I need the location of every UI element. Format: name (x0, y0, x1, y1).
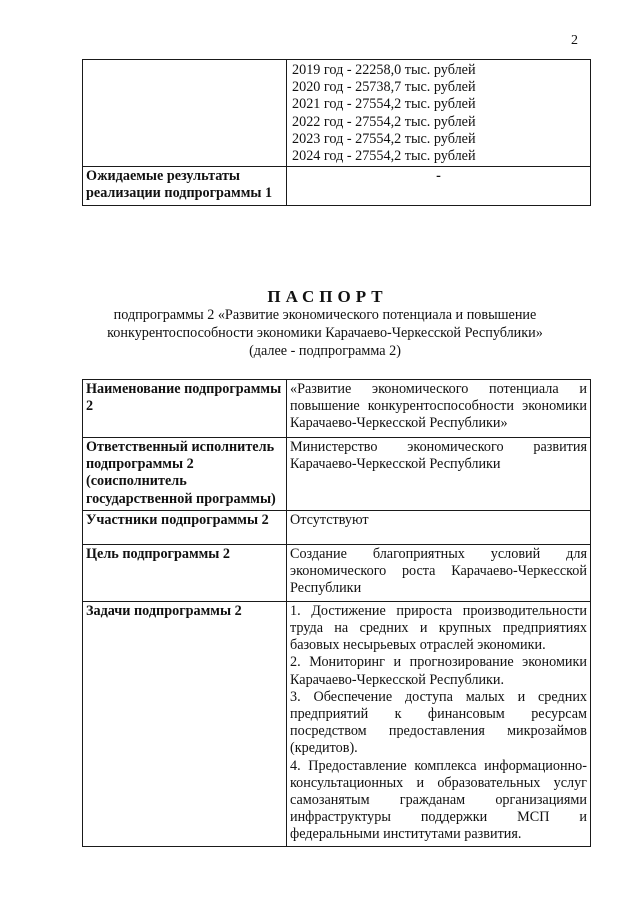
name-row (83, 380, 591, 438)
expected-results-value: - (287, 167, 591, 205)
goal-label: Цель подпрограммы 2 (83, 544, 287, 601)
executor-row (83, 438, 591, 511)
executor-value: Министерство экономического развития Карачаево-Черкесской Республики (287, 438, 591, 511)
executor-label: Ответственный исполнитель подпрограммы 2 (соисполнитель государственной программы) (83, 438, 287, 511)
funding-year-line: 2022 год - 27554,2 тыс. рублей (292, 113, 476, 130)
task-item: 2. Мониторинг и прогнозирование экономики Карачаево-Черкесской Республики. (290, 654, 587, 688)
name-value: «Развитие экономического потенциала и повышение конкурентоспособности экономики Карачаево-Черкесской Республики» (287, 380, 591, 438)
passport-heading (0, 287, 640, 360)
expected-results-label: Ожидаемые результаты реализации подпрограммы 1 (83, 167, 287, 205)
funding-year-line: 2020 год - 25738,7 тыс. рублей (292, 79, 476, 96)
passport-subtitle-line: (далее - подпрограмма 2) (249, 342, 401, 359)
page-number: 2 (571, 33, 578, 48)
passport-subtitle-line: подпрограммы 2 «Развитие экономического потенциала и повышение (113, 307, 537, 323)
funding-year-line: 2024 год - 27554,2 тыс. рублей (292, 148, 476, 165)
funding-label-cell (83, 60, 287, 167)
funding-years-cell (287, 60, 591, 167)
tasks-label: Задачи подпрограммы 2 (83, 601, 287, 846)
funding-year-line: 2019 год - 22258,0 тыс. рублей (292, 62, 476, 78)
expected-results-row (83, 167, 591, 205)
task-item: 1. Достижение прироста производительности труда на средних и крупных предприятиях базовых несырьевых отраслей экономики. (290, 602, 587, 654)
funding-year-line: 2021 год - 27554,2 тыс. рублей (292, 96, 476, 113)
participants-value: Отсутствуют (287, 510, 591, 544)
goal-row (83, 544, 591, 601)
goal-value: Создание благоприятных условий для экономического роста Карачаево-Черкесской Республики (287, 544, 591, 601)
tasks-row (83, 601, 591, 846)
name-label: Наименование подпрограммы 2 (83, 380, 287, 438)
tasks-list (287, 601, 591, 846)
funding-table (82, 59, 591, 206)
passport-subtitle-line: конкурентоспособности экономики Карачаево-Черкесской Республики» (107, 324, 543, 341)
participants-label: Участники подпрограммы 2 (83, 510, 287, 544)
task-item: 4. Предоставление комплекса информационно-консультационных и образовательных услуг самозанятым гражданам организациями инфраструктуры поддержки МСП и федеральными институтами развития. (290, 757, 587, 843)
passport-table (82, 379, 591, 847)
funding-row (83, 60, 591, 167)
participants-row (83, 510, 591, 544)
passport-title: ПАСПОРТ (267, 287, 388, 306)
funding-year-line: 2023 год - 27554,2 тыс. рублей (292, 130, 476, 147)
task-item: 3. Обеспечение доступа малых и средних предприятий к финансовым ресурсам посредством предоставления микрозаймов (кредитов). (290, 688, 587, 757)
